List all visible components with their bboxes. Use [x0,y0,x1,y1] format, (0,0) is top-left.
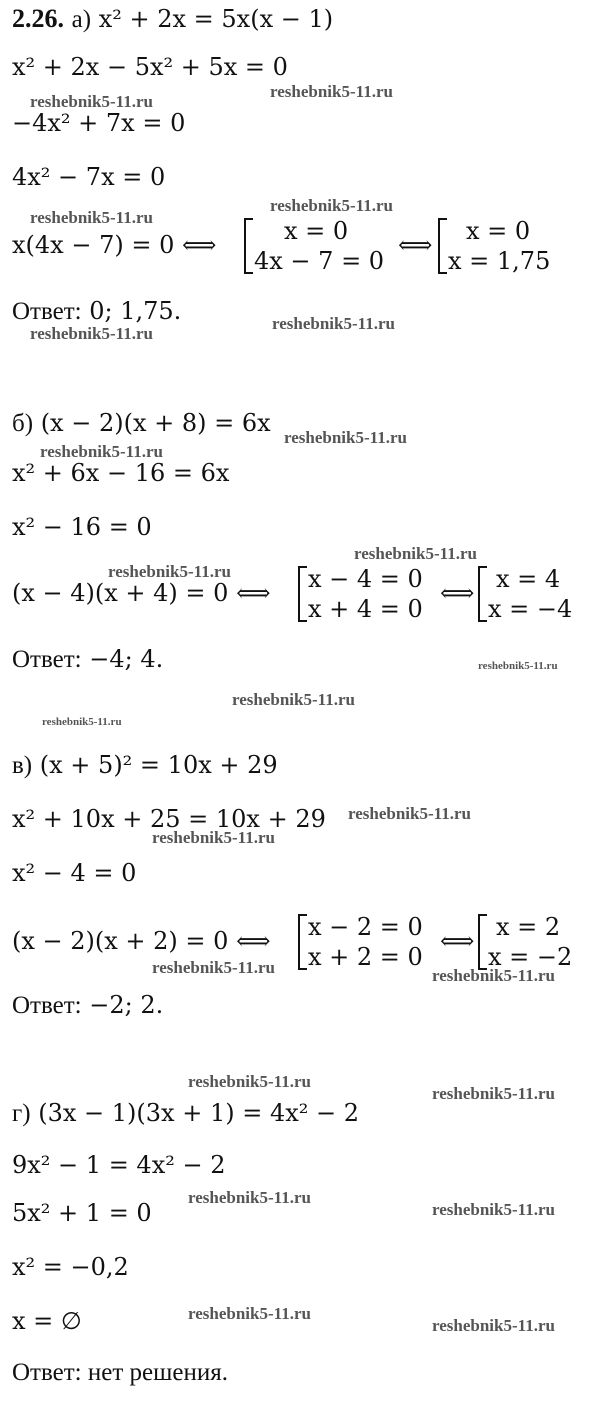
part-v-system-1-row-2: x + 2 = 0 [308,943,423,971]
part-b-factored: (x − 4)(x + 4) = 0 ⟺ [12,579,271,607]
bracket-icon [298,566,307,622]
part-a-header [12,4,333,35]
part-a-system-1-row-1: x = 0 [284,217,349,245]
watermark: reshebnik5-11.ru [30,208,153,227]
part-g-answer: Ответ: нет решения. [12,1359,228,1386]
part-g-step-1: 9x² − 1 = 4x² − 2 [12,1151,226,1179]
part-v-factored: (x − 2)(x + 2) = 0 ⟺ [12,927,271,955]
part-b-equation: (x − 2)(x + 8) = 6x [40,409,271,437]
part-b-answer-label: Ответ: [12,646,82,673]
part-b-label: б) [12,410,34,437]
part-a-system-2-row-2: x = 1,75 [448,247,551,275]
bracket-icon [478,566,487,622]
part-v-system-2-row-2: x = −2 [488,943,573,971]
part-b-answer [12,644,163,675]
part-v-system-1-row-1: x − 2 = 0 [308,913,423,941]
part-v-label: в) [12,752,33,779]
watermark: reshebnik5-11.ru [188,1304,311,1323]
watermark: reshebnik5-11.ru [478,660,558,672]
watermark: reshebnik5-11.ru [152,958,275,977]
part-v-step-2: x² − 4 = 0 [12,859,137,887]
part-g-step-2: 5x² + 1 = 0 [12,1199,152,1227]
watermark: reshebnik5-11.ru [284,428,407,447]
watermark: reshebnik5-11.ru [432,1316,555,1335]
watermark: reshebnik5-11.ru [188,1072,311,1091]
part-a-system-2-row-1: x = 0 [466,217,531,245]
watermark: reshebnik5-11.ru [270,196,393,215]
bracket-icon [244,218,253,274]
watermark: reshebnik5-11.ru [270,82,393,101]
part-b-header [12,408,271,439]
part-g-step-3: x² = −0,2 [12,1253,129,1281]
part-a-answer [12,296,181,327]
part-v-answer [12,990,163,1021]
part-a-label: а) [71,6,92,33]
watermark: reshebnik5-11.ru [108,562,231,581]
part-b-step-2: x² − 16 = 0 [12,513,152,541]
part-v-answer-value: −2; 2. [89,991,164,1019]
part-v-answer-label: Ответ: [12,992,82,1019]
part-g-label: г) [12,1100,31,1127]
watermark: reshebnik5-11.ru [232,690,355,709]
part-a-system-1-row-2: 4x − 7 = 0 [254,247,385,275]
part-v-system-2-row-1: x = 2 [496,913,561,941]
part-v-arrow: ⟺ [440,927,475,955]
watermark: reshebnik5-11.ru [42,716,122,728]
problem-number: 2.26. [12,4,64,33]
bracket-icon [298,914,307,970]
part-b-step-1: x² + 6x − 16 = 6x [12,459,230,487]
part-v-equation: (x + 5)² = 10x + 29 [39,751,278,779]
watermark: reshebnik5-11.ru [354,544,477,563]
part-a-equation: x² + 2x = 5x(x − 1) [98,5,334,33]
watermark: reshebnik5-11.ru [152,828,275,847]
part-a-step-2: −4x² + 7x = 0 [12,109,186,137]
part-b-system-1-row-2: x + 4 = 0 [308,595,423,623]
part-v-header [12,750,278,781]
watermark: reshebnik5-11.ru [30,92,153,111]
watermark: reshebnik5-11.ru [188,1188,311,1207]
part-b-system-1-row-1: x − 4 = 0 [308,565,423,593]
part-b-system-2-row-2: x = −4 [488,595,573,623]
watermark: reshebnik5-11.ru [432,1084,555,1103]
part-v-step-1: x² + 10x + 25 = 10x + 29 [12,805,326,833]
part-g-step-4: x = ∅ [12,1307,82,1335]
part-b-system-2-row-1: x = 4 [496,565,561,593]
part-a-step-1: x² + 2x − 5x² + 5x = 0 [12,53,288,81]
watermark: reshebnik5-11.ru [30,324,153,343]
bracket-icon [478,914,487,970]
part-a-step-3: 4x² − 7x = 0 [12,163,166,191]
part-a-answer-label: Ответ: [12,298,82,325]
watermark: reshebnik5-11.ru [432,1200,555,1219]
part-g-header [12,1098,359,1129]
part-a-answer-value: 0; 1,75. [89,297,182,325]
watermark: reshebnik5-11.ru [40,442,163,461]
bracket-icon [438,218,447,274]
part-a-arrow: ⟺ [398,231,433,259]
part-b-answer-value: −4; 4. [89,645,164,673]
watermark: reshebnik5-11.ru [272,314,395,333]
watermark: reshebnik5-11.ru [432,966,555,985]
watermark: reshebnik5-11.ru [348,804,471,823]
part-a-factored: x(4x − 7) = 0 ⟺ [12,231,217,259]
part-g-equation: (3x − 1)(3x + 1) = 4x² − 2 [38,1099,359,1127]
part-b-arrow: ⟺ [440,579,475,607]
